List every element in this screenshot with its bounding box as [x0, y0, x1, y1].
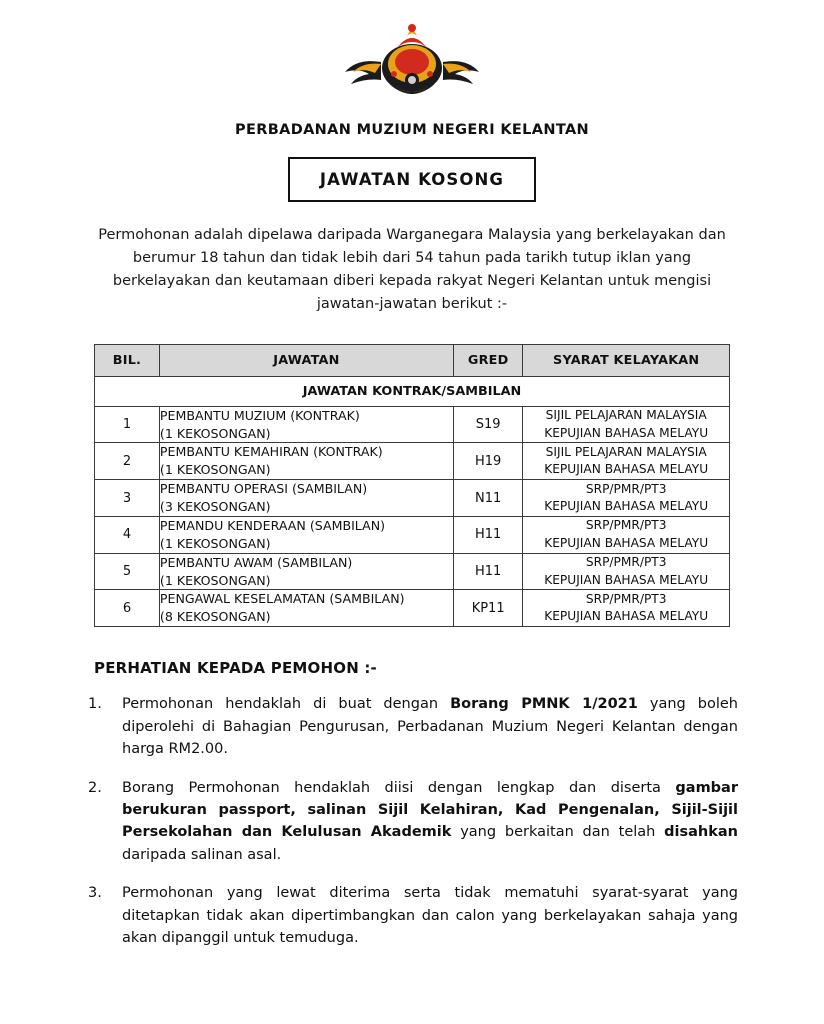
cell-jawatan [159, 443, 453, 480]
jawatan-title: PENGAWAL KESELAMATAN (SAMBILAN) [159, 591, 405, 607]
syarat-line-2: KEPUJIAN BAHASA MELAYU [544, 462, 709, 477]
table-section-row [95, 376, 730, 406]
list-item [122, 777, 738, 867]
jawatan-vacancies: (1 KEKOSONGAN) [159, 425, 271, 441]
note-text-part: daripada salinan asal. [122, 846, 282, 863]
cell-gred: N11 [453, 480, 522, 517]
syarat-line-2: KEPUJIAN BAHASA MELAYU [544, 425, 709, 440]
jawatan-title: PEMANDU KENDERAAN (SAMBILAN) [159, 517, 386, 533]
kelantan-state-crest-icon [337, 18, 487, 104]
column-header-syarat-kelayakan: SYARAT KELAYAKAN [523, 344, 730, 376]
syarat-line-2: KEPUJIAN BAHASA MELAYU [544, 535, 709, 550]
note-bold-part: gambar berukuran passport, salinan Sijil Kelahiran, Kad Pengenalan, Sijil-Sijil Persekolahan dan Kelulusan Akademik [122, 779, 738, 841]
intro-paragraph: Permohonan adalah dipelawa daripada Warganegara Malaysia yang berkelayakan dan berumur 18 tahun dan tidak lebih dari 54 tahun pada tarikh tutup iklan yang berkelayakan dan keutamaan diberi kepada rakyat Negeri Kelantan untuk mengisi jawatan-jawatan berikut :- [98, 227, 726, 312]
cell-syarat [523, 406, 730, 443]
cell-jawatan [159, 480, 453, 517]
notice-title: PERHATIAN KEPADA PEMOHON :- [94, 659, 377, 678]
jobs-table-head [95, 344, 730, 376]
cell-bil: 5 [95, 553, 160, 590]
cell-gred: KP11 [453, 590, 522, 627]
jawatan-title: PEMBANTU KEMAHIRAN (KONTRAK) [159, 444, 383, 460]
column-header-gred: GRED [453, 344, 522, 376]
cell-bil: 4 [95, 516, 160, 553]
notice-list [44, 693, 780, 950]
table-row [95, 590, 730, 627]
syarat-line-1: SRP/PMR/PT3 [585, 555, 667, 570]
syarat-line-2: KEPUJIAN BAHASA MELAYU [544, 572, 709, 587]
cell-gred: S19 [453, 406, 522, 443]
jawatan-vacancies: (8 KEKOSONGAN) [159, 609, 271, 625]
cell-bil: 1 [95, 406, 160, 443]
cell-syarat [523, 553, 730, 590]
crest-container [44, 18, 780, 110]
table-row [95, 406, 730, 443]
jawatan-vacancies: (3 KEKOSONGAN) [159, 499, 271, 514]
table-section-label: JAWATAN KONTRAK/SAMBILAN [95, 376, 730, 406]
cell-syarat [523, 480, 730, 517]
column-header-bil: BIL. [95, 344, 160, 376]
cell-jawatan [159, 516, 453, 553]
cell-jawatan [159, 406, 453, 443]
note-bold-part: Borang PMNK 1/2021 [450, 696, 638, 713]
jobs-table-container [94, 344, 730, 628]
jobs-table [94, 344, 730, 628]
badge-container [44, 157, 780, 202]
table-row [95, 443, 730, 480]
table-row [95, 553, 730, 590]
vacancy-badge: JAWATAN KOSONG [288, 157, 536, 202]
cell-gred: H19 [453, 443, 522, 480]
cell-syarat [523, 590, 730, 627]
cell-jawatan [159, 553, 453, 590]
syarat-line-1: SIJIL PELAJARAN MALAYSIA [545, 444, 707, 459]
cell-bil: 3 [95, 480, 160, 517]
syarat-line-1: SRP/PMR/PT3 [585, 518, 667, 533]
cell-gred: H11 [453, 553, 522, 590]
list-item [122, 693, 738, 760]
note-text-part: Permohonan hendaklah di buat dengan [122, 696, 451, 713]
table-header-row [95, 344, 730, 376]
syarat-line-2: KEPUJIAN BAHASA MELAYU [544, 609, 709, 624]
syarat-line-1: SIJIL PELAJARAN MALAYSIA [545, 408, 707, 423]
list-item [122, 882, 738, 949]
table-row [95, 480, 730, 517]
cell-bil: 6 [95, 590, 160, 627]
column-header-jawatan: JAWATAN [159, 344, 453, 376]
jawatan-title: PEMBANTU AWAM (SAMBILAN) [159, 554, 353, 570]
cell-gred: H11 [453, 516, 522, 553]
cell-syarat [523, 443, 730, 480]
cell-jawatan [159, 590, 453, 627]
cell-syarat [523, 516, 730, 553]
syarat-line-2: KEPUJIAN BAHASA MELAYU [544, 499, 709, 513]
note-text-part: Borang Permohonan hendaklah diisi dengan lengkap dan diserta [122, 779, 676, 796]
jawatan-title: PEMBANTU OPERASI (SAMBILAN) [159, 481, 368, 497]
note-text-part: yang berkaitan dan telah [451, 824, 665, 841]
syarat-line-1: SRP/PMR/PT3 [585, 591, 667, 606]
cell-bil: 2 [95, 443, 160, 480]
jawatan-vacancies: (1 KEKOSONGAN) [159, 535, 271, 551]
note-text-part: yang boleh diperolehi di Bahagian Pengurusan, Perbadanan Muzium Negeri Kelantan dengan harga RM2.00. [122, 696, 738, 758]
jawatan-title: PEMBANTU MUZIUM (KONTRAK) [159, 407, 360, 423]
syarat-line-1: SRP/PMR/PT3 [585, 481, 667, 496]
jobs-table-body [95, 376, 730, 627]
note-text-part: Permohonan yang lewat diterima serta tidak mematuhi syarat-syarat yang ditetapkan tidak akan dipertimbangkan dan calon yang berkelayakan sahaja yang akan dipanggil untuk temuduga. [122, 885, 738, 947]
jawatan-vacancies: (1 KEKOSONGAN) [159, 572, 271, 588]
jawatan-vacancies: (1 KEKOSONGAN) [159, 462, 271, 478]
table-row [95, 516, 730, 553]
organization-title: PERBADANAN MUZIUM NEGERI KELANTAN [235, 122, 589, 138]
note-bold-part: disahkan [664, 824, 738, 841]
